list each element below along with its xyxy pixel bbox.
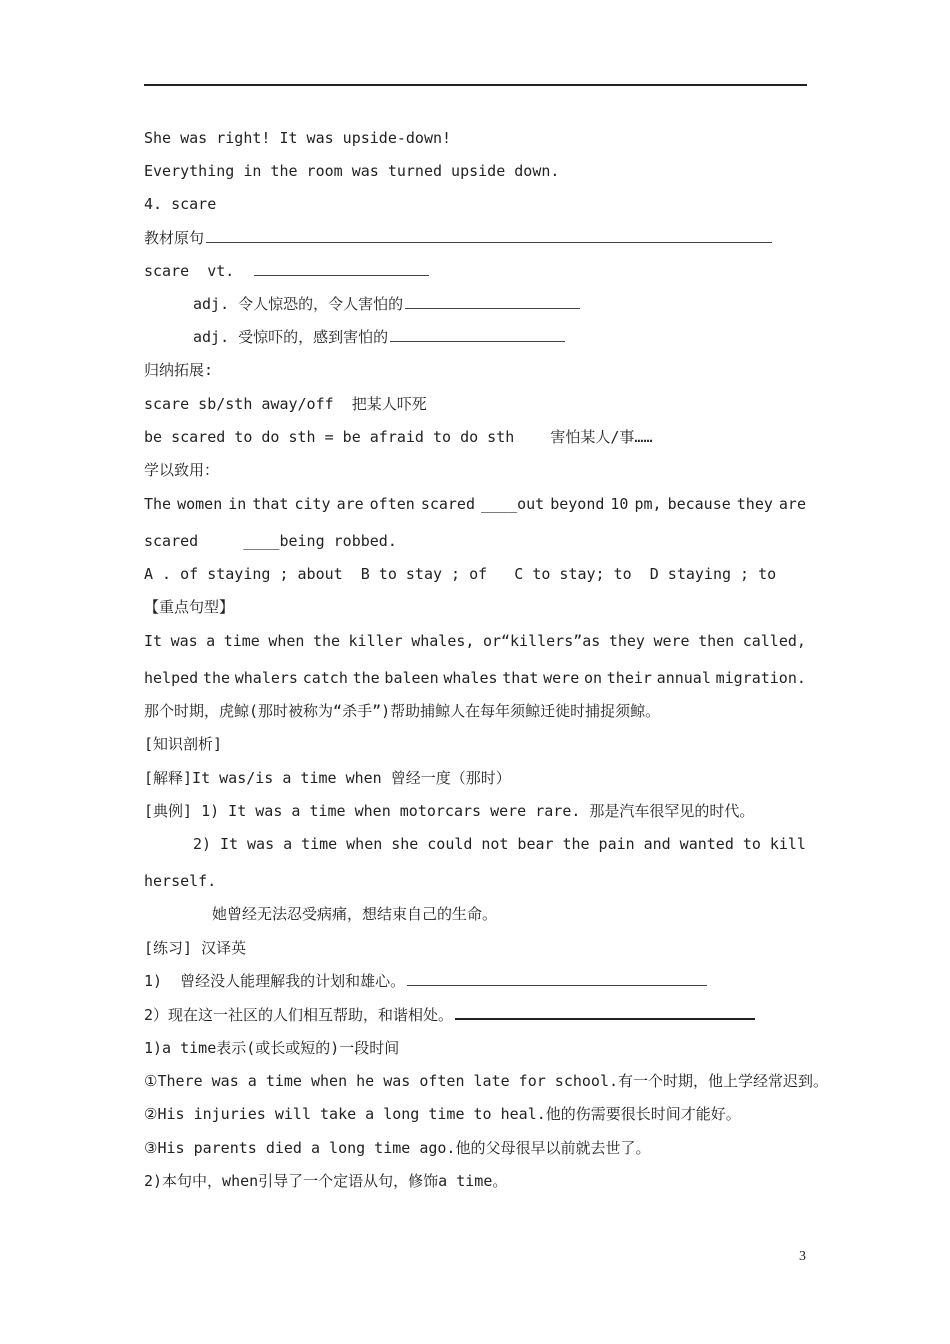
word: helped [144,669,199,687]
word: was [247,835,275,853]
word: then [698,632,735,650]
text-line: She was right! It was upside-down! [144,129,452,147]
word: could [427,835,473,853]
text-line: ②His injuries will take a long time to heal.他的伤需要很长时间才能好。 [144,1105,741,1123]
text-line [144,631,806,651]
word: were [543,669,580,687]
label-text: 教材原句 [144,229,205,247]
word: she [391,835,419,853]
word: are [336,495,364,513]
text-line: scared ____being robbed. [144,532,397,550]
label-text: scare vt. [144,262,253,280]
word: pm, [634,495,662,513]
label-text: 1) 曾经没人能理解我的计划和雄心。 [144,972,406,990]
text-line [144,1004,755,1024]
text-line: be scared to do sth = be afraid to do sth 害怕某人/事…… [144,428,653,446]
label-text: adj. 令人惊恐的，令人害怕的 [193,295,404,313]
page-number: 3 [799,1249,806,1264]
word: whales [443,669,498,687]
text-line: 4. scare [144,195,217,213]
text-line: A . of staying ; about B to stay ; of C to stay; to D staying ; to [144,565,777,583]
word: or“killers”as [482,632,601,650]
section-heading: 【重点句型】 [144,598,235,616]
word: ____out [481,495,545,513]
word: they [736,495,773,513]
word: was [170,632,198,650]
text-line: herself. [144,872,217,890]
word: pain [598,835,635,853]
word: when [346,835,383,853]
word: kill [769,835,806,853]
text-line [193,294,580,314]
word: the [562,835,590,853]
word: a [283,835,293,853]
text-line [144,668,806,688]
word: killer [348,632,403,650]
text-line [144,228,772,248]
word: called, [742,632,806,650]
word: It [144,632,163,650]
word: whalers [234,669,298,687]
label-text: 2）现在这一社区的人们相互帮助，和谐相处。 [144,1006,454,1024]
word: women [177,495,223,513]
text-line [144,261,429,281]
answer-blank [206,228,772,243]
header-rule [144,84,807,86]
word: their [606,669,652,687]
word: they [608,632,645,650]
word: in [228,495,247,513]
text-line: [练习] 汉译英 [144,939,247,957]
text-line: 归纳拓展: [144,361,214,379]
word: whales, [411,632,475,650]
answer-blank [254,261,429,276]
word: are [778,495,806,513]
answer-blank [455,1004,755,1020]
word: not [481,835,509,853]
word: the [312,632,341,650]
text-line: 1)a time表示(或长或短的)一段时间 [144,1039,400,1057]
word: It [220,835,239,853]
word: wanted [679,835,734,853]
text-line: 2)本句中，when引导了一个定语从句，修饰a time。 [144,1172,508,1190]
text-line: 学以致用： [144,461,220,479]
word: baleen [384,669,439,687]
word: when [268,632,305,650]
word: and [643,835,671,853]
text-line: ③His parents died a long time ago.他的父母很早以前就去世了。 [144,1139,651,1157]
text-line: [典例] 1) It was a time when motorcars were rare. 那是汽车很罕见的时代。 [144,802,755,820]
word: beyond [550,495,605,513]
word: the [352,669,380,687]
word: that [502,669,539,687]
text-line: 她曾经无法忍受病痛，想结束自己的生命。 [212,905,498,923]
word: were [653,632,690,650]
text-line: [解释]It was/is a time when 曾经一度（那时） [144,769,511,787]
text-line [193,327,565,347]
word: often [369,495,415,513]
word: a [206,632,216,650]
text-line: Everything in the room was turned upside down. [144,162,560,180]
word: annual [656,669,711,687]
text-line [193,834,806,854]
word: the [202,669,231,687]
answer-blank [405,294,580,309]
word: migration. [715,669,806,687]
text-line [144,494,806,514]
text-line: ①There was a time when he was often late for school.有一个时期，他上学经常迟到。 [144,1072,829,1090]
word: bear [517,835,554,853]
text-line [144,971,707,991]
word: scared [420,495,475,513]
label-text: adj. 受惊吓的，感到害怕的 [193,328,389,346]
word: to [742,835,761,853]
word: that [252,495,289,513]
text-line: [知识剖析] [144,735,223,753]
word: time [301,835,338,853]
text-line: scare sb/sth away/off 把某人吓死 [144,395,427,413]
word: because [667,495,731,513]
word: time [223,632,260,650]
word: The [144,495,172,513]
word: 2) [193,835,212,853]
answer-blank [390,327,565,342]
word: 10 [610,495,629,513]
word: city [294,495,331,513]
text-line: 那个时期，虎鲸(那时被称为“杀手”)帮助捕鲸人在每年须鲸迁徙时捕捉须鲸。 [144,702,661,720]
word: on [583,669,603,687]
word: catch [302,669,348,687]
answer-blank [407,971,707,986]
